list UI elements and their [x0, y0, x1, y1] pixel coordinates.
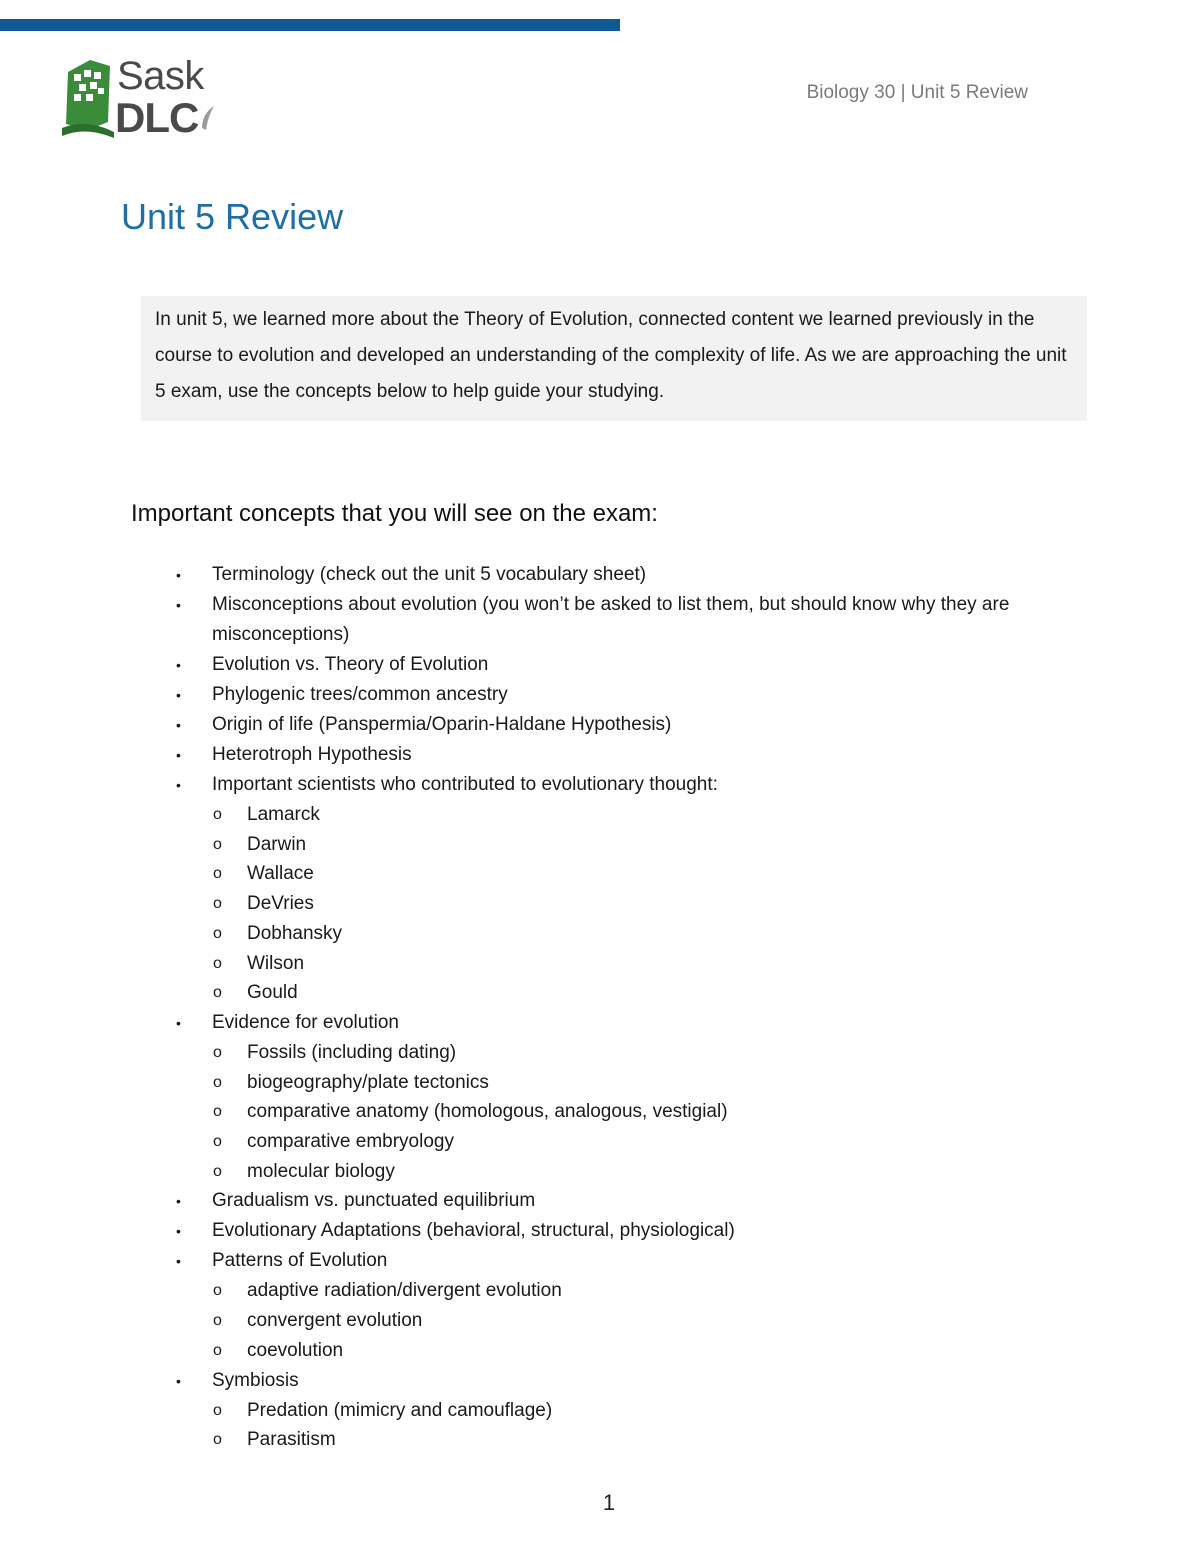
concept-item: [176, 1366, 1076, 1396]
sub-concept-item: [176, 889, 1076, 919]
sub-concept-text: Lamarck: [247, 804, 320, 825]
sub-concept-text: Fossils (including dating): [247, 1041, 457, 1063]
sub-bullet-icon: o: [213, 1043, 222, 1061]
sub-concept-text: Wallace: [247, 863, 314, 885]
sub-concept-item: [176, 1068, 1076, 1098]
concept-text: Heterotroph Hypothesis: [212, 744, 412, 765]
concept-item: [176, 1246, 1076, 1276]
concept-text: Origin of life (Panspermia/Oparin-Haldane Hypothesis): [212, 714, 672, 735]
concept-item: [176, 680, 1076, 710]
sub-concept-item: [176, 1396, 1076, 1426]
bullet-icon: •: [176, 597, 181, 613]
logo-feather-icon: [198, 104, 218, 132]
sub-bullet-icon: o: [213, 1103, 222, 1121]
bullet-icon: •: [176, 687, 181, 703]
bullet-icon: •: [176, 747, 181, 763]
concept-text: Evolutionary Adaptations (behavioral, structural, physiological): [212, 1220, 735, 1242]
sub-concept-item: [176, 1336, 1076, 1366]
sub-bullet-icon: o: [213, 865, 222, 883]
concept-item: [176, 1216, 1076, 1246]
sub-bullet-icon: o: [213, 835, 222, 853]
logo-dlc-text: DLC: [115, 94, 199, 141]
sub-concept-text: DeVries: [247, 893, 314, 915]
bullet-icon: •: [176, 1193, 181, 1210]
sub-bullet-icon: o: [213, 895, 222, 913]
sub-concept-text: comparative embryology: [247, 1131, 454, 1153]
bullet-icon: •: [176, 657, 181, 673]
sub-concept-text: comparative anatomy (homologous, analogous, vestigial): [247, 1101, 728, 1123]
logo-book-icon: [60, 52, 120, 142]
concept-item: [176, 740, 1076, 770]
bullet-icon: •: [176, 1014, 181, 1031]
sub-bullet-icon: o: [213, 1312, 222, 1330]
sub-bullet-icon: o: [213, 954, 222, 972]
sub-bullet-icon: o: [213, 924, 222, 942]
sub-concept-list: [176, 1396, 1076, 1455]
bullet-icon: •: [176, 1253, 181, 1270]
sub-bullet-icon: o: [213, 1282, 222, 1300]
concept-item: [176, 1186, 1076, 1216]
concept-item: [176, 1008, 1076, 1038]
sub-bullet-icon: o: [213, 1431, 222, 1449]
intro-box: [141, 296, 1087, 421]
sub-concept-item: [176, 1425, 1076, 1455]
sub-concept-list: [176, 800, 1076, 1008]
sub-bullet-icon: o: [213, 1401, 222, 1419]
sub-concept-item: [176, 1276, 1076, 1306]
sub-concept-text: Parasitism: [247, 1429, 336, 1451]
bullet-icon: •: [176, 717, 181, 733]
concept-item: [176, 770, 1076, 800]
header-accent-bar: [0, 19, 620, 31]
bullet-icon: •: [176, 567, 181, 583]
logo-sask-text: Sask: [117, 54, 204, 98]
sub-concept-item: [176, 919, 1076, 949]
section-heading: Important concepts that you will see on the exam:: [131, 500, 658, 527]
concept-item: [176, 710, 1076, 740]
concept-text: Gradualism vs. punctuated equilibrium: [212, 1190, 536, 1212]
course-label: Biology 30 | Unit 5 Review: [806, 82, 1028, 103]
concept-text: Phylogenic trees/common ancestry: [212, 684, 508, 705]
sub-concept-list: [176, 1276, 1076, 1365]
sub-bullet-icon: o: [213, 806, 222, 823]
sub-concept-item: [176, 830, 1076, 860]
page-title: Unit 5 Review: [121, 196, 344, 237]
sub-bullet-icon: o: [213, 1341, 222, 1359]
concept-text: Evolution vs. Theory of Evolution: [212, 654, 489, 675]
sub-concept-item: [176, 1127, 1076, 1157]
sub-concept-item: [176, 949, 1076, 979]
sub-concept-item: [176, 978, 1076, 1008]
concept-text: Important scientists who contributed to evolutionary thought:: [212, 774, 718, 795]
sub-concept-item: [176, 1306, 1076, 1336]
concept-item: [176, 560, 1076, 590]
sub-concept-list: [176, 1038, 1076, 1187]
sub-concept-text: biogeography/plate tectonics: [247, 1071, 489, 1093]
sub-concept-item: [176, 859, 1076, 889]
sub-concept-text: Dobhansky: [247, 922, 343, 944]
sub-concept-item: [176, 1157, 1076, 1187]
concept-text: Evidence for evolution: [212, 1011, 399, 1033]
sub-bullet-icon: o: [213, 1162, 222, 1180]
sub-bullet-icon: o: [213, 1133, 222, 1151]
concept-list: [176, 560, 1076, 1455]
concept-text: Patterns of Evolution: [212, 1250, 388, 1272]
sub-concept-item: [176, 1038, 1076, 1068]
sub-concept-text: convergent evolution: [247, 1310, 423, 1332]
sub-concept-text: coevolution: [247, 1339, 344, 1361]
concept-text: Symbiosis: [212, 1369, 299, 1391]
sub-concept-text: adaptive radiation/divergent evolution: [247, 1280, 562, 1302]
sub-bullet-icon: o: [213, 984, 222, 1002]
bullet-icon: •: [176, 1372, 181, 1389]
intro-text: In unit 5, we learned more about the Theory of Evolution, connected content we learned previously in the course to evolution and developed an understanding of the complexity of life. As we are approaching the unit 5 exam, use the concepts below to help guide your studying.: [155, 309, 1067, 402]
sub-concept-text: Wilson: [247, 952, 305, 974]
concept-item: [176, 590, 1076, 650]
concept-text: Misconceptions about evolution (you won’t be asked to list them, but should know why they are misconceptions): [212, 594, 1010, 645]
concept-item: [176, 650, 1076, 680]
bullet-icon: •: [176, 1223, 181, 1240]
sub-concept-text: molecular biology: [247, 1160, 395, 1182]
sask-dlc-logo: [60, 52, 230, 144]
page-number: 1: [602, 1490, 616, 1515]
sub-concept-item: [176, 800, 1076, 830]
sub-concept-item: [176, 1097, 1076, 1127]
sub-concept-text: Predation (mimicry and camouflage): [247, 1399, 553, 1421]
bullet-icon: •: [176, 777, 181, 793]
concept-text: Terminology (check out the unit 5 vocabulary sheet): [212, 564, 647, 585]
sub-concept-text: Gould: [247, 982, 298, 1004]
sub-concept-text: Darwin: [247, 833, 307, 855]
sub-bullet-icon: o: [213, 1073, 222, 1091]
